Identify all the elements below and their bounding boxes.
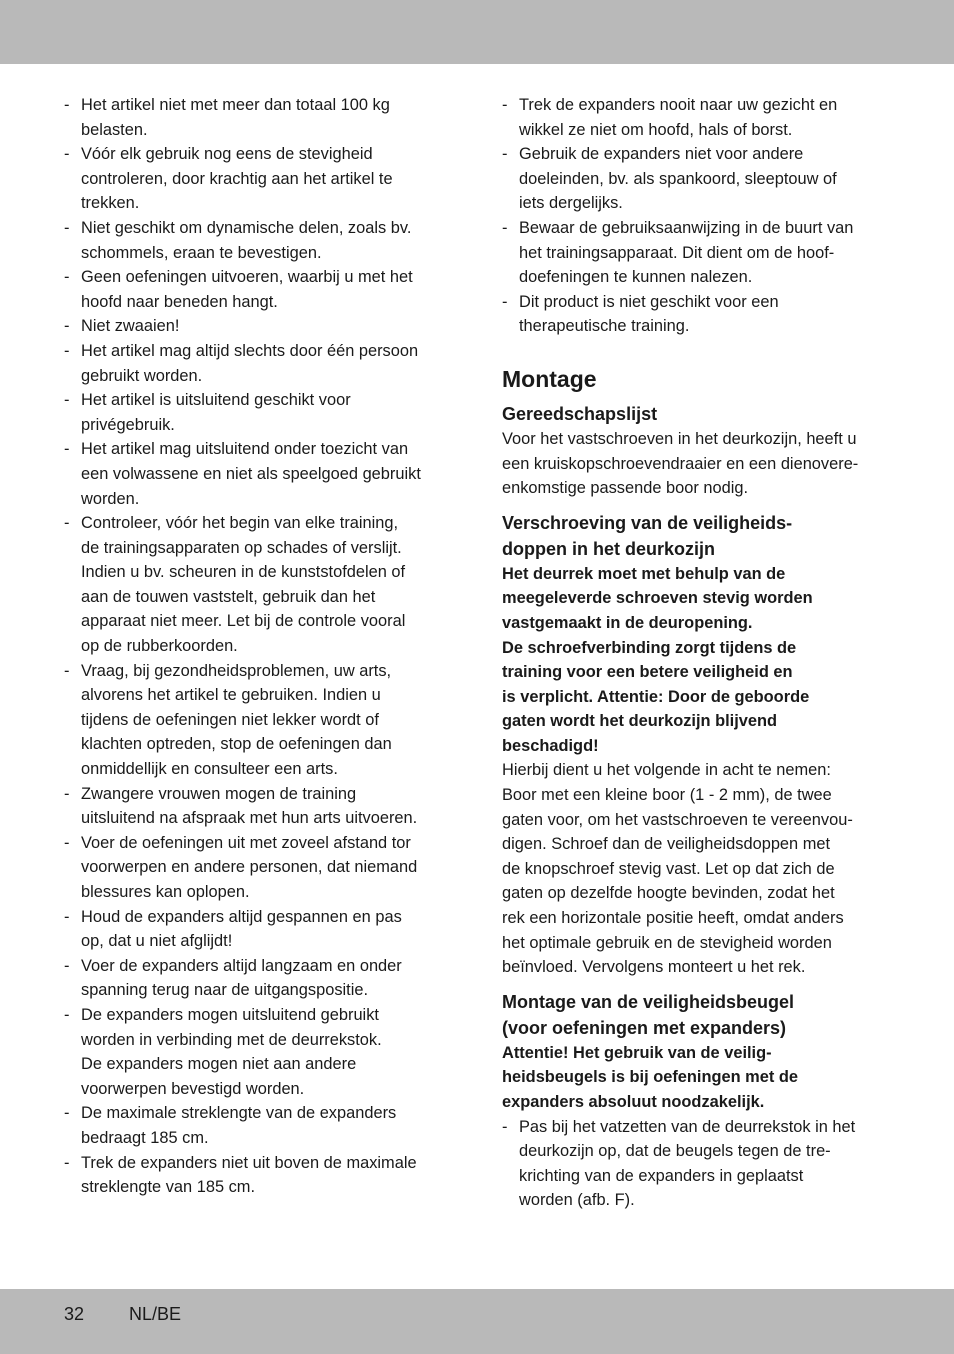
text-line: - Gebruik de expanders niet voor andere	[519, 145, 804, 164]
text-line: Boor met een kleine boor (1 - 2 mm), de twee	[502, 786, 832, 805]
list-item	[64, 1003, 456, 1101]
text-line: is verplicht. Attentie: Door de geboorde	[502, 687, 810, 706]
text-line: therapeutische training.	[519, 317, 690, 336]
text-line: - De maximale streklengte van de expanders	[81, 1104, 397, 1123]
text-line: worden (afb. F).	[519, 1191, 635, 1210]
text-line: uitsluitend na afspraak met hun arts uitvoeren.	[81, 809, 418, 828]
text-line: gebruikt worden.	[81, 366, 203, 385]
safety-list-left	[64, 93, 456, 1200]
text-line: op de rubberkoorden.	[81, 637, 238, 656]
text-line: aan de touwen vaststelt, gebruik dan het	[81, 587, 376, 606]
tools-heading: Gereedschapslijst	[502, 403, 658, 424]
list-item	[64, 831, 456, 905]
header-bar	[0, 0, 954, 64]
text-line: - Houd de expanders altijd gespannen en pas	[81, 907, 402, 926]
text-line: onmiddellijk en consulteer een arts.	[81, 760, 338, 779]
list-item	[64, 437, 456, 511]
text-line: op, dat u niet afglijdt!	[81, 932, 233, 951]
text-line: alvorens het artikel te gebruiken. Indien u	[81, 686, 381, 705]
text-line: doefeningen te kunnen nalezen.	[519, 268, 753, 287]
text-line: de knopschroef stevig vast. Let op dat zich de	[502, 859, 835, 878]
bracket-heading	[502, 989, 894, 1041]
text-line: - Niet zwaaien!	[81, 317, 180, 336]
text-line: - Het artikel niet met meer dan totaal 100 kg	[81, 96, 390, 114]
text-line: Hierbij dient u het volgende in acht te nemen:	[502, 761, 831, 780]
text-line: - Het artikel is uitsluitend geschikt voor	[81, 391, 351, 410]
text-line: deurkozijn op, dat de beugels tegen de tre-	[519, 1142, 831, 1161]
text-line: gaten wordt het deurkozijn blijvend	[502, 712, 778, 731]
page-number: 32	[64, 1304, 85, 1324]
text-line: doeleinden, bv. als spankoord, sleeptouw of	[519, 169, 837, 188]
bracket-warning-text	[502, 1041, 894, 1115]
text-line: apparaat niet meer. Let bij de controle vooral	[81, 612, 406, 631]
list-item	[64, 265, 456, 314]
text-line: meegeleverde schroeven stevig worden	[502, 589, 813, 608]
tools-text	[502, 427, 894, 501]
text-line: rek een horizontale positie heeft, omdat anders	[502, 909, 844, 928]
caps-instructions-text	[502, 758, 894, 979]
text-line: De expanders mogen niet aan andere	[81, 1055, 357, 1074]
list-item	[64, 659, 456, 782]
text-line: blessures kan oplopen.	[81, 883, 250, 901]
text-line: privégebruik.	[81, 415, 175, 434]
list-item	[64, 1151, 456, 1200]
list-item	[502, 1115, 894, 1213]
text-line: heidsbeugels is bij oefeningen met de	[502, 1068, 798, 1087]
text-line: het trainingsapparaat. Dit dient om de hoof-	[519, 243, 835, 262]
text-line: - Bewaar de gebruiksaanwijzing in de buurt van	[519, 218, 854, 237]
text-line: hoofd naar beneden hangt.	[81, 292, 278, 311]
right-column	[502, 93, 894, 1213]
text-line: Het deurrek moet met behulp van de	[502, 564, 786, 583]
text-line: digen. Schroef dan de veiligheidsdoppen met	[502, 835, 831, 854]
text-line: - Trek de expanders nooit naar uw gezicht en	[519, 96, 838, 114]
text-line: De schroefverbinding zorgt tijdens de	[502, 638, 797, 657]
text-line: controleren, door krachtig aan het artikel te	[81, 169, 393, 188]
text-line: krichting van de expanders in geplaatst	[519, 1166, 804, 1185]
text-line: een volwassene en niet als speelgoed gebruikt	[81, 464, 421, 483]
text-line: - Dit product is niet geschikt voor een	[519, 292, 779, 311]
text-line: - Vraag, bij gezondheidsproblemen, uw arts,	[81, 661, 392, 680]
text-line: - Trek de expanders niet uit boven de maximale	[81, 1153, 417, 1172]
text-line: het optimale gebruik en de stevigheid worden	[502, 933, 832, 952]
text-line: schommels, eraan te bevestigen.	[81, 243, 322, 262]
text-line: klachten optreden, stop de oefeningen dan	[81, 735, 392, 754]
list-item	[64, 142, 456, 216]
left-column	[64, 93, 456, 1200]
list-item	[64, 93, 456, 142]
text-line: - Het artikel mag altijd slechts door één persoon	[81, 341, 419, 360]
text-line: Indien u bv. scheuren in de kunststofdelen of	[81, 563, 406, 582]
bracket-list	[502, 1115, 894, 1213]
text-line: (voor oefeningen met expanders)	[502, 1017, 787, 1038]
text-line: Attentie! Het gebruik van de veilig-	[502, 1043, 772, 1062]
text-line: iets dergelijks.	[519, 194, 623, 213]
text-line: trekken.	[81, 194, 140, 213]
caps-heading	[502, 510, 894, 562]
list-item	[64, 1101, 456, 1150]
text-line: - Zwangere vrouwen mogen de training	[81, 784, 357, 803]
list-item	[64, 339, 456, 388]
text-line: worden in verbinding met de deurrekstok.	[81, 1030, 382, 1049]
text-line: doppen in het deurkozijn	[502, 538, 715, 559]
text-line: bedraagt 185 cm.	[81, 1128, 209, 1147]
text-line: voorwerpen en andere personen, dat niemand	[81, 858, 418, 877]
text-line: Voor het vastschroeven in het deurkozijn, heeft u	[502, 429, 857, 448]
list-item	[64, 905, 456, 954]
language-code: NL/BE	[129, 1304, 182, 1324]
text-line: gaten voor, om het vastschroeven te vereenvou-	[502, 810, 853, 829]
list-item	[64, 954, 456, 1003]
caps-warning-text	[502, 562, 894, 759]
text-line: - Het artikel mag uitsluitend onder toezicht van	[81, 440, 409, 459]
text-line: beschadigd!	[502, 736, 599, 755]
list-item	[502, 142, 894, 216]
text-line: tijdens de oefeningen niet lekker wordt of	[81, 710, 379, 729]
text-line: belasten.	[81, 120, 148, 139]
text-line: vastgemaakt in de deuropening.	[502, 613, 753, 632]
text-line: Verschroeving van de veiligheids-	[502, 512, 793, 533]
text-line: enkomstige passende boor nodig.	[502, 479, 749, 498]
text-line: wikkel ze niet om hoofd, hals of borst.	[519, 120, 793, 139]
text-line: spanning terug naar de uitgangspositie.	[81, 981, 369, 1000]
list-item	[64, 782, 456, 831]
text-line: - Controleer, vóór het begin van elke training,	[81, 514, 399, 533]
text-line: - De expanders mogen uitsluitend gebruikt	[81, 1005, 379, 1024]
list-item	[64, 511, 456, 659]
text-line: - Niet geschikt om dynamische delen, zoals bv.	[81, 218, 412, 237]
list-item	[64, 314, 456, 339]
text-line: - Vóór elk gebruik nog eens de stevigheid	[81, 145, 373, 164]
text-line: - Voer de oefeningen uit met zoveel afstand tor	[81, 833, 411, 852]
text-line: worden.	[81, 489, 140, 508]
text-line: gaten op dezelfde hoogte bevinden, zodat het	[502, 884, 835, 903]
list-item	[502, 216, 894, 290]
text-line: training voor een betere veiligheid en	[502, 663, 793, 682]
text-line: streklengte van 185 cm.	[81, 1178, 256, 1197]
text-line: de trainingsapparaten op schades of verslijt.	[81, 538, 402, 557]
text-line: voorwerpen bevestigd worden.	[81, 1079, 305, 1098]
list-item	[64, 216, 456, 265]
text-line: een kruiskopschroevendraaier en een dienovere-	[502, 454, 859, 473]
list-item	[502, 290, 894, 339]
list-item	[502, 93, 894, 142]
text-line: - Pas bij het vatzetten van de deurrekstok in het	[519, 1117, 856, 1136]
text-line: - Geen oefeningen uitvoeren, waarbij u met het	[81, 268, 413, 287]
text-line: - Voer de expanders altijd langzaam en onder	[81, 956, 402, 975]
safety-list-right	[502, 93, 894, 339]
section-title-montage: Montage	[502, 365, 597, 392]
text-line: beïnvloed. Vervolgens monteert u het rek.	[502, 958, 806, 977]
list-item	[64, 388, 456, 437]
text-line: Montage van de veiligheidsbeugel	[502, 991, 795, 1012]
text-line: expanders absoluut noodzakelijk.	[502, 1093, 765, 1111]
